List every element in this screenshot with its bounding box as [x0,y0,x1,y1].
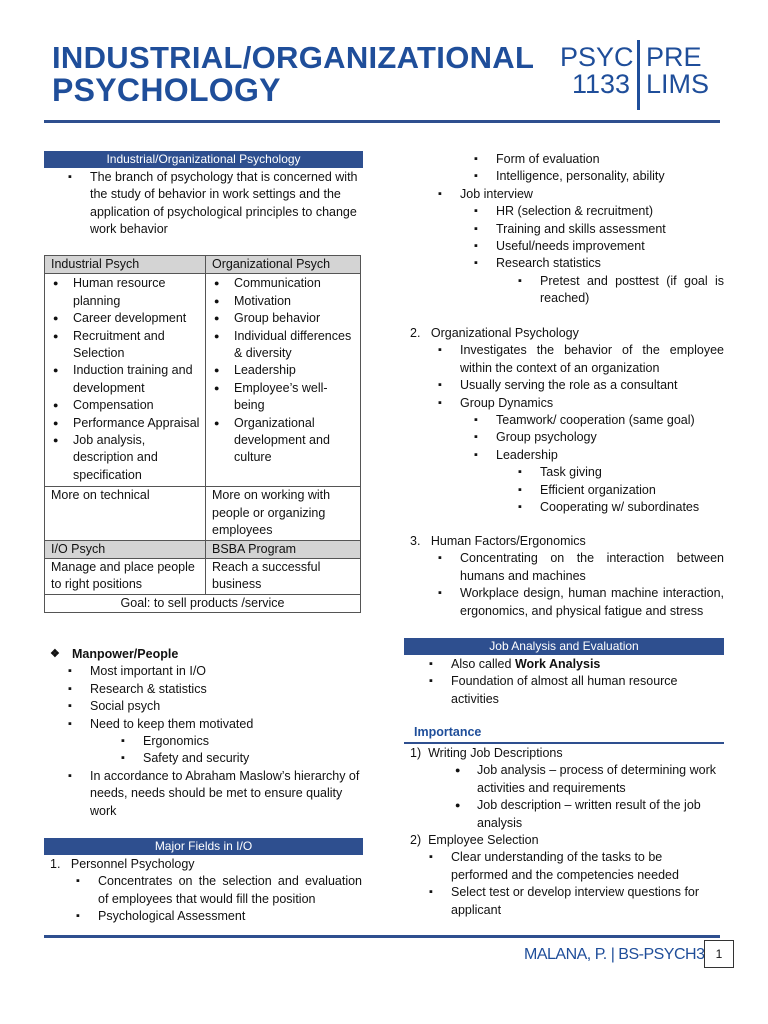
list-item: ▪ Concentrates on the selection and evaluation of employees that would fill the position [98,873,362,908]
list-item: ● Communication [206,275,358,292]
list-item: ▪ Cooperating w/ subordinates [540,499,724,516]
document-title [52,42,534,106]
io-psych-description: Manage and place people to right positions [45,558,206,594]
field-title: Human Factors/Ergonomics [430,534,586,548]
field-personnel [50,856,362,926]
section-title-io-psych: Industrial/Organizational Psychology [44,151,363,168]
list-item: ● Leadership [206,362,358,379]
list-item: ▪ Psychological Assessment [98,908,362,925]
course-code-1: PSYC [560,42,634,72]
list-item: ▪ Efficient organization [540,482,724,499]
list-item: ▪ Intelligence, personality, ability [496,168,724,185]
list-item: ▪ Group psychology [496,429,724,446]
header-divider [637,40,640,110]
course-code [560,42,634,99]
list-item: ▪ Usually serving the role as a consultant [460,377,724,394]
term-label [646,44,709,98]
industrial-list [45,274,205,486]
list-item: ▪ Foundation of almost all human resource activities [451,673,724,708]
list-item: ● Motivation [206,293,358,310]
field-number: 1. [50,857,61,871]
list-item: ▪ Pretest and posttest (if goal is reached) [540,273,724,308]
list-item: ▪ Useful/needs improvement [496,238,724,255]
section-title-major-fields: Major Fields in I/O [44,838,363,855]
item-number: 2) [410,833,422,848]
list-item: ▪ Most important in I/O [90,663,364,680]
organizational-list [206,274,360,468]
title-line-2: PSYCHOLOGY [52,72,281,108]
list-item: ▪ In accordance to Abraham Maslow’s hierarchy of needs, needs should be met to ensure quality work [90,768,364,820]
item-title: Employee Selection [428,833,539,848]
list-item: ● Induction training and development [45,362,203,397]
list-item: ● Human resource planning [45,275,203,310]
item-title: Writing Job Descriptions [428,746,563,760]
course-code-2: 1133 [571,69,630,99]
job-analysis-block [410,656,724,708]
industrial-note: More on technical [45,487,206,540]
list-item: ● Job analysis, description and specification [45,432,203,484]
definition-block [90,169,362,239]
table-header-io-psych: I/O Psych [45,540,206,558]
list-item: ▪ Job interview [460,186,724,203]
list-item: ● Career development [45,310,203,327]
list-item: ● Performance Appraisal [45,415,203,432]
list-item: ▪ Need to keep them motivated [90,716,364,733]
list-item: ▪ Group Dynamics [460,395,724,412]
list-item [451,656,724,673]
list-item: ▪ Task giving [540,464,724,481]
list-item: ▪ Form of evaluation [496,151,724,168]
list-item: ▪ Ergonomics [143,733,364,750]
work-analysis-term: Work Analysis [514,657,601,671]
bsba-description: Reach a successful business [206,558,361,594]
title-line-1: INDUSTRIAL/ORGANIZATIONAL [52,40,535,75]
list-item: ▪ Select test or develop interview questions for applicant [451,884,704,919]
comparison-table [44,255,361,613]
also-called-text: Also called [451,657,515,671]
manpower-block [72,646,364,820]
table-header-industrial: Industrial Psych [45,256,206,274]
list-item: ● Organizational development and culture [206,415,358,467]
manpower-title: ❖ Manpower/People [72,646,364,663]
table-header-bsba: BSBA Program [206,540,361,558]
page-number: 1 [704,940,734,968]
list-item: ● Group behavior [206,310,358,327]
list-item: ● Recruitment and Selection [45,328,203,363]
list-item: ● Employee’s well-being [206,380,358,415]
footer-rule [44,935,720,938]
list-item: ▪ Teamwork/ cooperation (same goal) [496,412,724,429]
list-item: ▪ Investigates the behavior of the employee within the context of an organization [460,342,724,377]
list-item: ▪ Concentrating on the interaction between humans and machines [460,550,724,585]
list-item: ▪ Safety and security [143,750,364,767]
list-item: ▪ Workplace design, human machine interaction, ergonomics, and physical fatigue and stress [460,585,724,620]
field-number: 2. [410,326,421,340]
field-title: Organizational Psychology [430,326,579,340]
list-item: ▪ Social psych [90,698,364,715]
list-item: ● Individual differences & diversity [206,328,358,363]
term-2: LIMS [646,69,710,99]
table-header-organizational: Organizational Psych [206,256,361,274]
importance-block [410,745,724,919]
right-column-top [410,151,724,308]
field-ergonomics [410,533,724,620]
field-title: Personnel Psychology [70,857,195,871]
term-1: PRE [646,42,702,72]
list-item: ▪ Research & statistics [90,681,364,698]
list-item: ▪ Research statistics [496,255,724,272]
definition-text: ▪ The branch of psychology that is concerned with the study of behavior in work settings and the application of psychological principles to change work behavior [90,169,362,239]
list-item: ● Job analysis – process of determining work activities and requirements [477,762,724,797]
importance-rule [404,742,724,744]
organizational-note: More on working with people or organizing employees [206,487,361,540]
importance-heading: Importance [414,725,482,739]
field-organizational [410,325,724,516]
header-rule [44,120,720,123]
list-item: ● Compensation [45,397,203,414]
list-item: ● Job description – written result of the job analysis [477,797,724,832]
section-title-job-analysis: Job Analysis and Evaluation [404,638,724,655]
field-number: 3. [410,534,421,548]
table-goal: Goal: to sell products /service [45,594,361,612]
footer-author: MALANA, P. | BS-PSYCH3 [524,946,705,963]
list-item: ▪ Clear understanding of the tasks to be performed and the competencies needed [451,849,704,884]
item-number: 1) [410,746,422,760]
list-item: ▪ Training and skills assessment [496,221,724,238]
list-item: ▪ HR (selection & recruitment) [496,203,724,220]
list-item: ▪ Leadership [496,447,724,464]
